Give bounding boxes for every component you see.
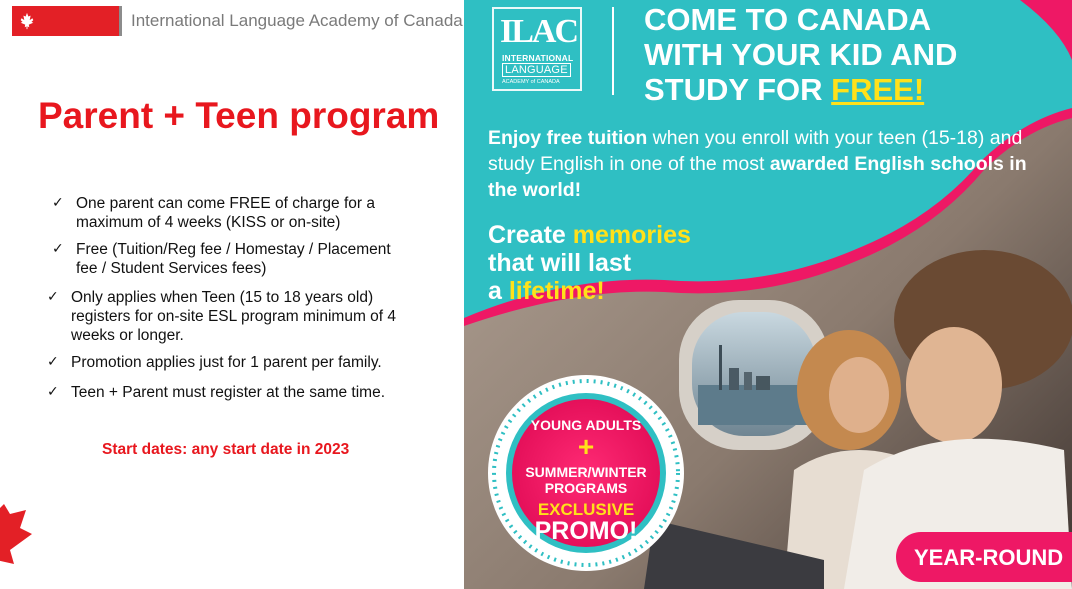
list-item: ✓ Free (Tuition/Reg fee / Homestay / Placement fee / Student Services fees) [52, 241, 391, 277]
check-icon: ✓ [47, 289, 59, 305]
list-item: ✓ Promotion applies just for 1 parent per family. [47, 354, 382, 371]
year-round-tag: YEAR-ROUND [896, 532, 1072, 582]
logo-line1: INTERNATIONAL [502, 53, 574, 63]
check-icon: ✓ [52, 241, 64, 257]
promo-badge: YOUNG ADULTS + SUMMER/WINTER PROGRAMS EXCLUSIVE PROMO! [525, 417, 647, 545]
logo-line2: LANGUAGE [502, 63, 571, 77]
logo-mark: ILAC [500, 13, 578, 50]
header-academy-name: International Language Academy of Canada [131, 11, 463, 30]
check-icon: ✓ [52, 195, 64, 211]
start-dates: Start dates: any start date in 2023 [102, 441, 350, 458]
check-icon: ✓ [47, 354, 59, 370]
free-highlight: FREE! [831, 72, 925, 107]
logo-divider [612, 7, 614, 95]
check-icon: ✓ [47, 384, 59, 400]
logo-line3: ACADEMY of CANADA [502, 79, 560, 85]
page-title: Parent + Teen program [38, 95, 440, 136]
enjoy-text: Enjoy free tuition when you enroll with your teen (15-18) and study English in one of the most awarded English schools in the world! [488, 127, 1027, 201]
list-item: ✓ Teen + Parent must register at the same time. [47, 384, 386, 401]
list-item: ✓ Only applies when Teen (15 to 18 years old) registers for on-site ESL program minimum of 4 weeks or longer. [47, 289, 397, 344]
promo-headline: COME TO CANADA WITH YOUR KID AND STUDY FOR FREE! [644, 2, 958, 107]
memories-text: Create memories that will last a lifetime! [488, 221, 691, 305]
ilac-logo [492, 7, 582, 91]
maple-leaf-decoration-icon [0, 470, 62, 589]
promo-panel [464, 0, 1072, 589]
bullet-list [0, 0, 470, 589]
list-item: ✓ One parent can come FREE of charge for a maximum of 4 weeks (KISS or on-site) [52, 195, 375, 231]
